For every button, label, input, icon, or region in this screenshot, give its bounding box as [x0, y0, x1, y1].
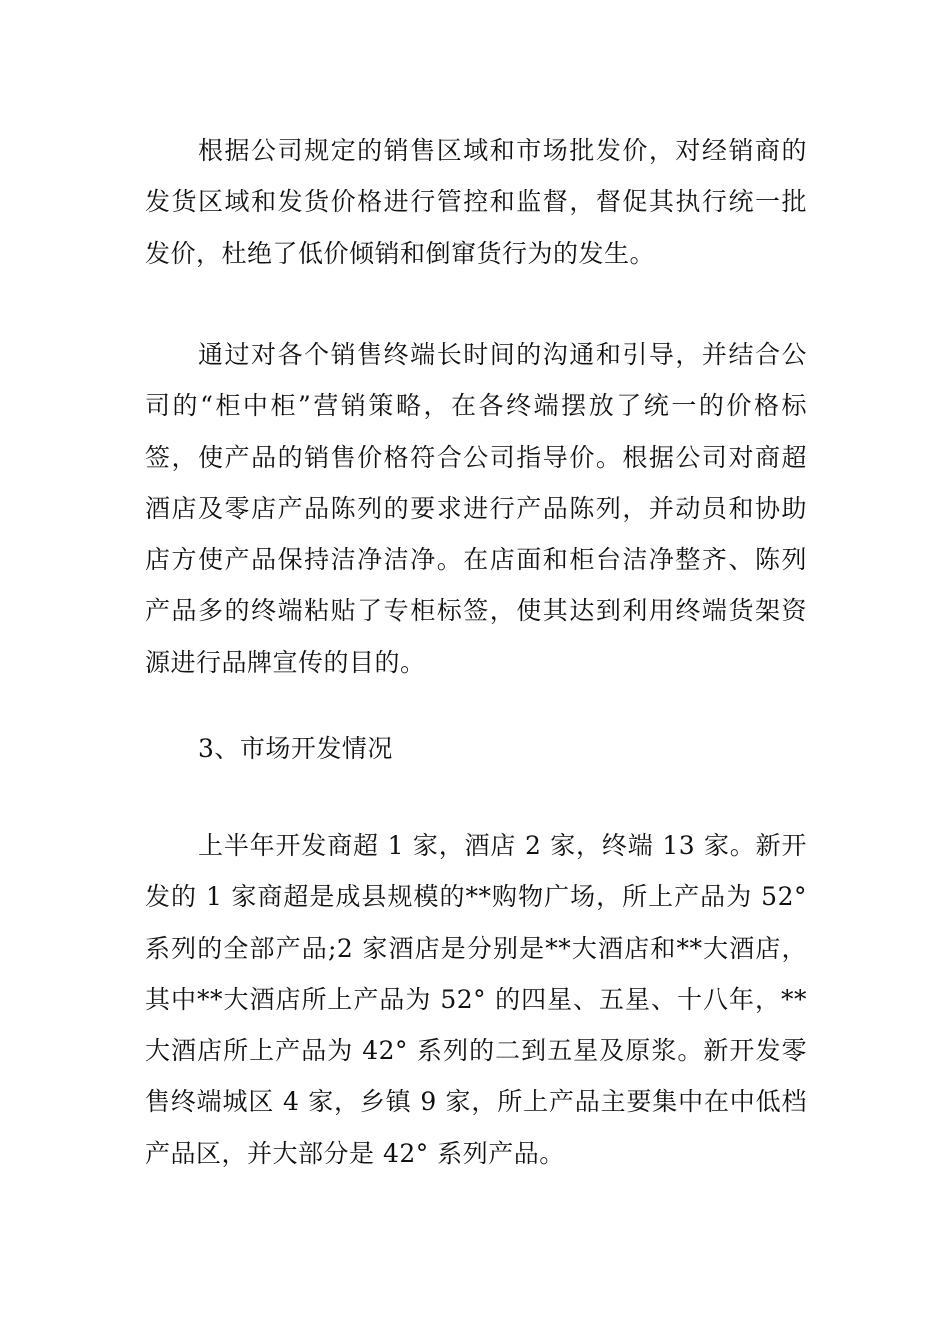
- paragraph-market-development: 上半年开发商超 1 家，酒店 2 家，终端 13 家。新开发的 1 家商超是成县规模的**购物广场，所上产品为 52° 系列的全部产品;2 家酒店是分别是**大酒店和**大酒店，其中**大酒店所上产品为 52° 的四星、五星、十八年，**大酒店所上产品为 42° 系列的二到五星及原浆。新开发零售终端城区 4 家，乡镇 9 家，所上产品主要集中在中低档产品区，并大部分是 42° 系列产品。: [145, 831, 807, 1168]
- paragraph-terminal-display: 通过对各个销售终端长时间的沟通和引导，并结合公司的“柜中柜”营销策略，在各终端摆放了统一的价格标签，使产品的销售价格符合公司指导价。根据公司对商超酒店及零店产品陈列的要求进行产品陈列，并动员和协助店方使产品保持洁净洁净。在店面和柜台洁净整齐、陈列产品多的终端粘贴了专柜标签，使其达到利用终端货架资源进行品牌宣传的目的。: [145, 340, 807, 677]
- section-heading: 3、市场开发情况: [198, 734, 393, 763]
- paragraph-price-control: 根据公司规定的销售区域和市场批发价，对经销商的发货区域和发货价格进行管控和监督，督促其执行统一批发价，杜绝了低价倾销和倒窜货行为的发生。: [145, 136, 807, 268]
